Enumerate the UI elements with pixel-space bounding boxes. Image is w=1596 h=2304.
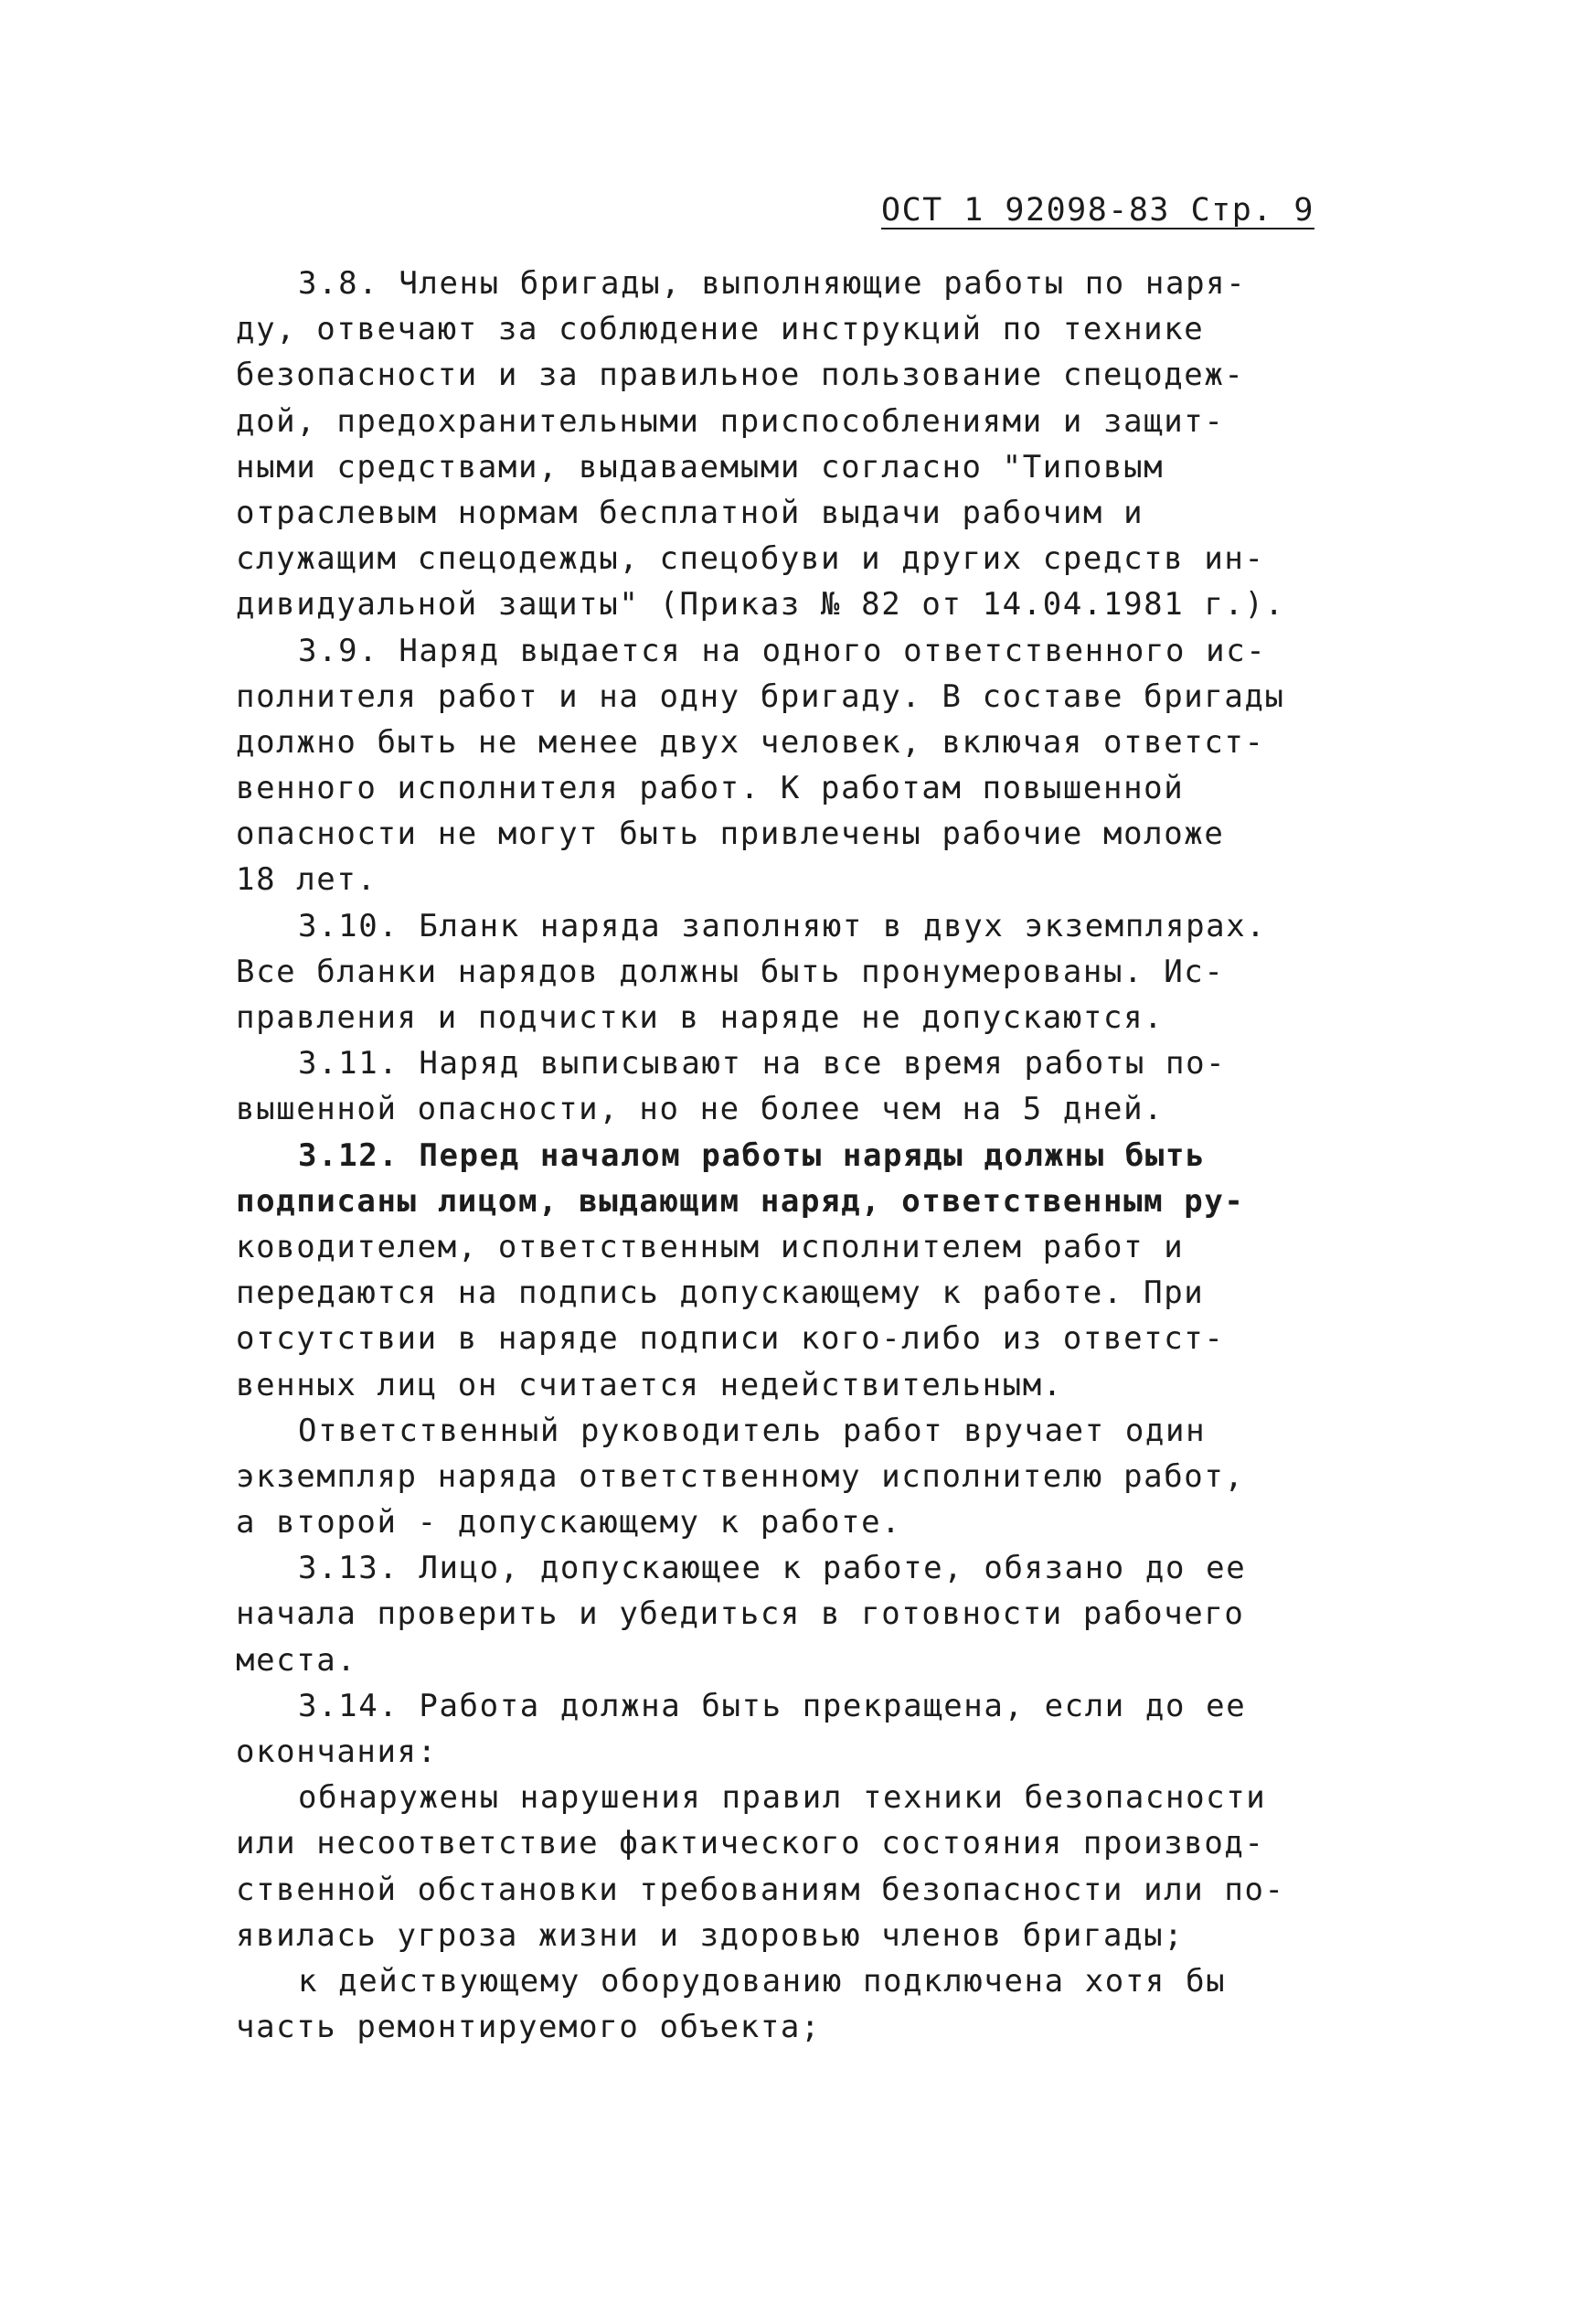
text-line: начала проверить и убедиться в готовности рабочего <box>236 1595 1245 1633</box>
text-line: дивидуальной защиты" (Приказ № 82 от 14.04.1981 г.). <box>236 586 1285 624</box>
text-line: служащим спецодежды, спецобуви и других средств ин- <box>236 540 1265 578</box>
text-line: явилась угроза жизни и здоровью членов бригады; <box>236 1916 1185 1954</box>
text-line: 18 лет. <box>236 861 378 899</box>
text-line: безопасности и за правильное пользование спецодеж- <box>236 357 1245 394</box>
text-line: дой, предохранительными приспособлениями и защит- <box>236 402 1225 440</box>
text-line: отсутствии в наряде подписи кого-либо из ответст- <box>236 1320 1225 1358</box>
text-line: часть ремонтируемого объекта; <box>236 2009 822 2046</box>
text-line: обнаружены нарушения правил техники безопасности <box>298 1779 1267 1817</box>
text-line: ду, отвечают за соблюдение инструкций по технике <box>236 311 1205 348</box>
text-line: ководителем, ответственным исполнителем работ и <box>236 1228 1185 1265</box>
text-line: должно быть не менее двух человек, включая ответст- <box>236 723 1265 761</box>
text-line: 3.11. Наряд выписывают на все время работы по- <box>298 1045 1227 1083</box>
text-line: места. <box>236 1641 357 1679</box>
text-line: 3.13. Лицо, допускающее к работе, обязано до ее <box>298 1550 1247 1587</box>
text-line: отраслевым нормам бесплатной выдачи рабочим и <box>236 494 1144 531</box>
text-line: венного исполнителя работ. К работам повышенной <box>236 770 1185 807</box>
text-line: а второй - допускающему к работе. <box>236 1504 902 1541</box>
text-line: правления и подчистки в наряде не допускаются. <box>236 999 1165 1036</box>
text-line: 3.8. Члены бригады, выполняющие работы по наря- <box>298 265 1247 302</box>
text-line: передаются на подпись допускающему к работе. При <box>236 1275 1205 1312</box>
text-line: экземпляр наряда ответственному исполнителю работ, <box>236 1457 1245 1495</box>
text-line: ными средствами, выдаваемыми согласно "Типовым <box>236 448 1165 485</box>
text-line: ственной обстановки требованиям безопасности или по- <box>236 1871 1285 1908</box>
text-line: или несоответствие фактического состояния производ- <box>236 1825 1265 1862</box>
body-text <box>236 261 1397 2050</box>
text-line: подписаны лицом, выдающим наряд, ответственным ру- <box>236 1182 1245 1220</box>
text-line: 3.14. Работа должна быть прекращена, если до ее <box>298 1687 1247 1724</box>
text-line: Все бланки нарядов должны быть пронумерованы. Ис- <box>236 953 1225 990</box>
text-line: 3.9. Наряд выдается на одного ответственного ис- <box>298 632 1267 669</box>
page-header: ОСТ 1 92098-83 Стр. 9 <box>881 192 1315 229</box>
text-line: окончания: <box>236 1733 438 1770</box>
text-line: полнителя работ и на одну бригаду. В составе бригады <box>236 677 1285 715</box>
text-line: Ответственный руководитель работ вручает один <box>298 1412 1207 1449</box>
text-line: 3.10. Бланк наряда заполняют в двух экземплярах. <box>298 907 1267 944</box>
text-line: к действующему оборудованию подключена хотя бы <box>298 1962 1227 2000</box>
text-line: 3.12. Перед началом работы наряды должны быть <box>298 1136 1207 1174</box>
text-line: вышенной опасности, но не более чем на 5 дней. <box>236 1091 1165 1128</box>
text-line: венных лиц он считается недействительным. <box>236 1366 1063 1403</box>
text-line: опасности не могут быть привлечены рабочие моложе <box>236 816 1225 853</box>
